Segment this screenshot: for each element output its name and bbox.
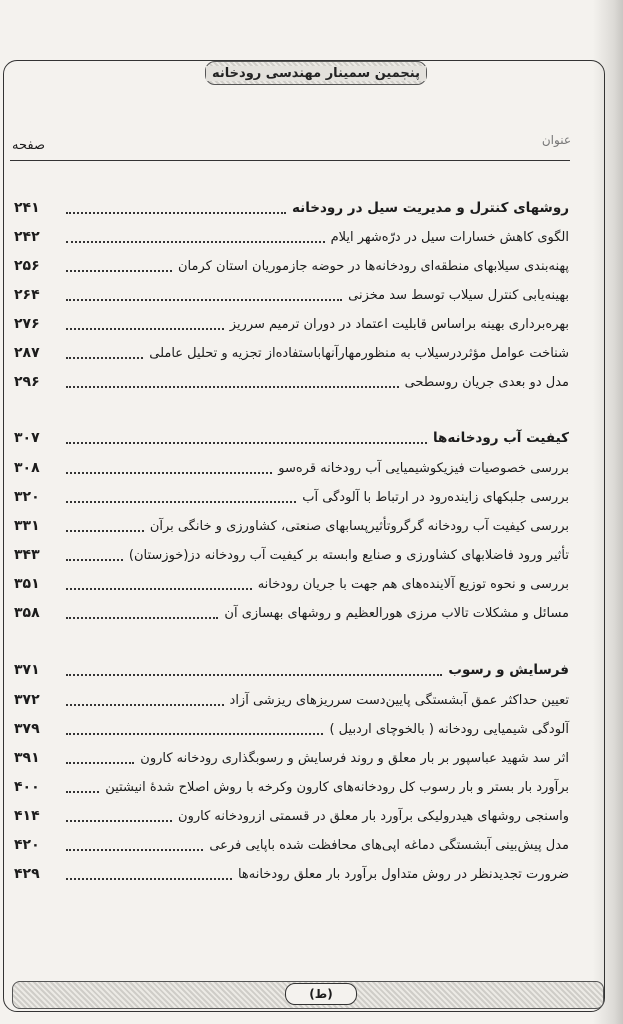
dot-leader <box>66 491 296 503</box>
dot-leader <box>66 839 203 851</box>
section-title: کیفیت آب رودخانه‌ها <box>432 430 569 446</box>
entry-page-number: ۴۱۴ <box>14 808 40 824</box>
toc-entry <box>14 570 569 598</box>
section-title: روشهای کنترل و مدیریت سیل در رودخانه <box>291 200 569 216</box>
entry-page-number: ۳۹۱ <box>14 750 40 766</box>
entry-title: بهینه‌یابی کنترل سیلاب توسط سد مخزنی <box>348 287 569 303</box>
toc-entry <box>14 744 569 772</box>
dot-leader <box>66 260 172 272</box>
entry-page-number: ۳۰۸ <box>14 460 40 476</box>
entry-title: مسائل و مشکلات تالاب مرزی هورالعظیم و روشهای بهسازی آن <box>224 605 569 621</box>
toc-entry <box>14 599 569 627</box>
section-page-number: ۳۰۷ <box>14 430 40 446</box>
entry-page-number: ۲۹۶ <box>14 374 40 390</box>
page-column-label: صفحه <box>12 138 45 153</box>
entry-page-number: ۲۷۶ <box>14 316 40 332</box>
entry-page-number: ۲۵۶ <box>14 258 40 274</box>
entry-page-number: ۳۵۸ <box>14 605 40 621</box>
toc-entry <box>14 512 569 540</box>
dot-leader <box>66 376 399 388</box>
section-page-number: ۲۴۱ <box>14 200 40 216</box>
entry-title: تعیین حداکثر عمق آبشستگی پایین‌دست سرریزهای ریزشی آزاد <box>229 692 569 708</box>
entry-title: ضرورت تجدیدنظر در روش متداول برآورد بار معلق رودخانه‌ها <box>237 866 569 882</box>
toc-entry <box>14 541 569 569</box>
entry-page-number: ۳۲۰ <box>14 489 40 505</box>
dot-leader <box>66 578 252 590</box>
entry-page-number: ۴۲۰ <box>14 837 40 853</box>
entry-page-number: ۴۰۰ <box>14 779 40 795</box>
dot-leader <box>66 549 123 561</box>
dot-leader <box>66 520 144 532</box>
entry-title: مدل دو بعدی جریان روسطحی <box>404 374 569 390</box>
entry-title: الگوی کاهش خسارات سیل در درّه‌شهر ایلام <box>330 229 569 245</box>
dot-leader <box>66 664 442 676</box>
entry-title: آلودگی شیمیایی رودخانه ( بالخوچای اردبیل ) <box>329 721 569 737</box>
entry-title: بررسی خصوصیات فیزیکوشیمیایی آب رودخانه قره‌سو <box>278 460 569 476</box>
dot-leader <box>66 318 224 330</box>
entry-page-number: ۳۷۹ <box>14 721 40 737</box>
toc-section-erosion-sediment <box>14 656 569 684</box>
dot-leader <box>66 231 325 243</box>
toc-entry <box>14 368 569 396</box>
entry-page-number: ۳۴۳ <box>14 547 40 563</box>
seminar-title: پنجمین سمینار مهندسی رودخانه <box>206 66 426 81</box>
toc-entry <box>14 860 569 888</box>
dot-leader <box>66 868 232 880</box>
entry-title: بررسی و نحوه توزیع آلاینده‌های هم جهت با جریان رودخانه <box>257 576 569 592</box>
heading-column-label: عنوان <box>541 133 571 147</box>
entry-title: برآورد بار بستر و بار رسوب کل رودخانه‌های کارون وکرخه با روش اصلاح شدهٔ انیشتین <box>105 779 569 795</box>
toc-entry <box>14 281 569 309</box>
entry-title: اثر سد شهید عباسپور بر بار معلق و روند فرسایش و رسوبگذاری رودخانه کارون <box>140 750 569 766</box>
dot-leader <box>66 202 286 214</box>
dot-leader <box>66 347 143 359</box>
entry-page-number: ۳۵۱ <box>14 576 40 592</box>
section-title: فرسایش و رسوب <box>448 662 569 678</box>
header-band <box>205 61 427 85</box>
toc-entry <box>14 686 569 714</box>
toc-entry <box>14 802 569 830</box>
entry-page-number: ۳۷۲ <box>14 692 40 708</box>
entry-title: بهره‌برداری بهینه براساس قابلیت اعتماد در دوران ترمیم سرریز <box>229 316 569 332</box>
toc-entry <box>14 773 569 801</box>
footer-page-mark: (ط) <box>285 983 357 1005</box>
dot-leader <box>66 432 427 444</box>
dot-leader <box>66 694 224 706</box>
toc-entry <box>14 339 569 367</box>
entry-page-number: ۲۸۷ <box>14 345 40 361</box>
dot-leader <box>66 810 172 822</box>
dot-leader <box>66 723 323 735</box>
entry-page-number: ۴۲۹ <box>14 866 40 882</box>
entry-page-number: ۲۴۲ <box>14 229 40 245</box>
entry-page-number: ۲۶۴ <box>14 287 40 303</box>
entry-page-number: ۳۳۱ <box>14 518 40 534</box>
entry-title: بررسی کیفیت آب رودخانه گرگروتأثیرپسابهای صنعتی، کشاورزی و خانگی برآن <box>149 518 569 534</box>
entry-title: تأثیر ورود فاضلابهای کشاورزی و صنایع وابسته بر کیفیت آب رودخانه دز(خوزستان) <box>128 547 569 563</box>
dot-leader <box>66 781 99 793</box>
toc-entry <box>14 252 569 280</box>
toc-entry <box>14 831 569 859</box>
header-rule <box>10 160 570 161</box>
toc-entry <box>14 223 569 251</box>
toc-section-water-quality <box>14 424 569 452</box>
entry-title: واسنجی روشهای هیدرولیکی برآورد بار معلق در قسمتی ازرودخانه کارون <box>178 808 569 824</box>
toc-entry <box>14 715 569 743</box>
toc-entry <box>14 310 569 338</box>
dot-leader <box>66 607 218 619</box>
entry-title: پهنه‌بندی سیلابهای منطقه‌ای رودخانه‌ها در حوضه جازموریان استان کرمان <box>177 258 569 274</box>
toc-entry <box>14 454 569 482</box>
dot-leader <box>66 289 342 301</box>
entry-title: مدل پیش‌بینی آبشستگی دماغه اپی‌های محافظت شده باپایی فرعی <box>209 837 569 853</box>
toc-section-flood-control <box>14 194 569 222</box>
dot-leader <box>66 462 272 474</box>
section-page-number: ۳۷۱ <box>14 662 40 678</box>
toc-entry <box>14 483 569 511</box>
dot-leader <box>66 752 134 764</box>
entry-title: شناخت عوامل مؤثردرسیلاب به منظورمهارآنهاباستفاده‌از تجزیه و تحلیل عاملی <box>149 345 569 361</box>
entry-title: بررسی جلبکهای زاینده‌رود در ارتباط با آلودگی آب <box>302 489 569 505</box>
